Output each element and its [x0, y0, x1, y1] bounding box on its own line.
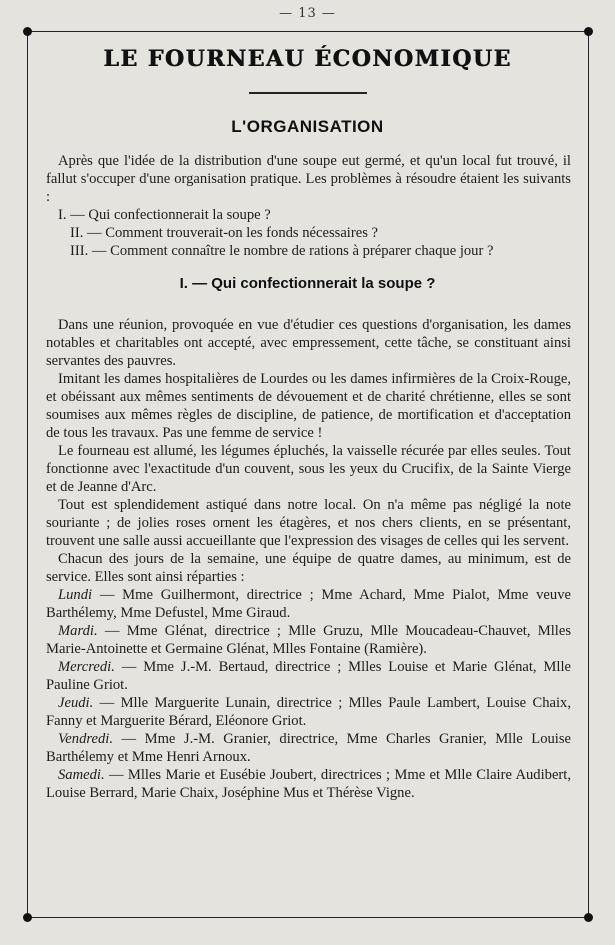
intro-paragraph: Après que l'idée de la distribution d'une soupe eut germé, et qu'un local fut trouvé, il fallut s'occuper d'une organisation pratique. Les problèmes à résoudre étaient les suivants :	[46, 153, 571, 205]
corner-ornament-icon	[23, 913, 32, 922]
body-paragraph: Tout est splendidement astiqué dans notre local. On n'a même pas négligé la note souriante ; de jolies roses ornent les étagères, et nos chers clients, en se présentant, trouvent une salle aussi accueillante que l'expression des visages de celles qui les servent.	[46, 497, 571, 549]
section-title: L'ORGANISATION	[231, 117, 384, 136]
body-paragraph: Le fourneau est allumé, les légumes épluchés, la vaisselle récurée par elles seules. Tout fonctionne avec l'exactitude d'un couvent, sous les yeux du Crucifix, de la Sainte Vierge et de Jeanne d'Arc.	[46, 443, 571, 495]
body-block	[46, 316, 571, 802]
schedule-entry	[46, 694, 571, 730]
schedule-entry	[46, 658, 571, 694]
schedule-entry	[46, 586, 571, 622]
intro-block	[46, 152, 571, 260]
question-item: III. — Comment connaître le nombre de rations à préparer chaque jour ?	[70, 243, 494, 259]
schedule-day: Samedi.	[58, 767, 105, 783]
schedule-day: Lundi	[58, 587, 93, 603]
schedule-text: — Mlle Marguerite Lunain, directrice ; Mlles Paule Lambert, Louise Chaix, Fanny et Marguerite Bérard, Eléonore Griot.	[46, 695, 571, 729]
title-divider	[249, 92, 367, 94]
body-paragraph: Dans une réunion, provoquée en vue d'étudier ces questions d'organisation, les dames notables et charitables ont accepté, avec empressement, cette tâche, se constituant ainsi servantes des pauvres.	[46, 317, 571, 369]
question-item: I. — Qui confectionnerait la soupe ?	[58, 207, 271, 223]
schedule-entry	[46, 730, 571, 766]
schedule-entry	[46, 766, 571, 802]
corner-ornament-icon	[584, 913, 593, 922]
corner-ornament-icon	[23, 27, 32, 36]
schedule-text: — Mme J.-M. Granier, directrice, Mme Charles Granier, Mlle Louise Barthélemy et Mme Henri Arnoux.	[46, 731, 571, 765]
body-paragraph: Chacun des jours de la semaine, une équipe de quatre dames, au minimum, est de service. Elles sont ainsi réparties :	[46, 551, 571, 585]
schedule-text: — Mme Glénat, directrice ; Mlle Gruzu, Mlle Moucadeau-Chauvet, Mlles Marie-Antoinette et Germaine Glénat, Mlles Fontaine (Ramière).	[46, 623, 571, 657]
main-title: LE FOURNEAU ÉCONOMIQUE	[103, 46, 512, 72]
schedule-text: — Mlles Marie et Eusébie Joubert, directrices ; Mme et Mlle Claire Audibert, Louise Berrard, Marie Chaix, Joséphine Mus et Thérèse Vigne.	[46, 767, 571, 801]
corner-ornament-icon	[584, 27, 593, 36]
question-item: II. — Comment trouverait-on les fonds nécessaires ?	[70, 225, 379, 241]
schedule-day: Jeudi.	[58, 695, 94, 711]
page-number: — 13 —	[279, 6, 336, 21]
schedule-text: — Mme Guilhermont, directrice ; Mme Achard, Mme Pialot, Mme veuve Barthélemy, Mme Defustel, Mme Giraud.	[46, 587, 571, 621]
schedule-day: Mardi.	[58, 623, 98, 639]
schedule-day: Vendredi.	[58, 731, 113, 747]
subheading: I. — Qui confectionnerait la soupe ?	[179, 275, 436, 292]
schedule-entry	[46, 622, 571, 658]
body-paragraph: Imitant les dames hospitalières de Lourdes ou les dames infirmières de la Croix-Rouge, et obéissant aux mêmes sentiments de dévouement et de charité chrétienne, elles se sont soumises aux mêmes règles de discipline, de patience, de mortification et d'acceptation de tous les travaux. Pas une femme de service !	[46, 371, 571, 441]
schedule-day: Mercredi.	[58, 659, 115, 675]
schedule-text: — Mme J.-M. Bertaud, directrice ; Mlles Louise et Marie Glénat, Mlle Pauline Griot.	[46, 659, 571, 693]
